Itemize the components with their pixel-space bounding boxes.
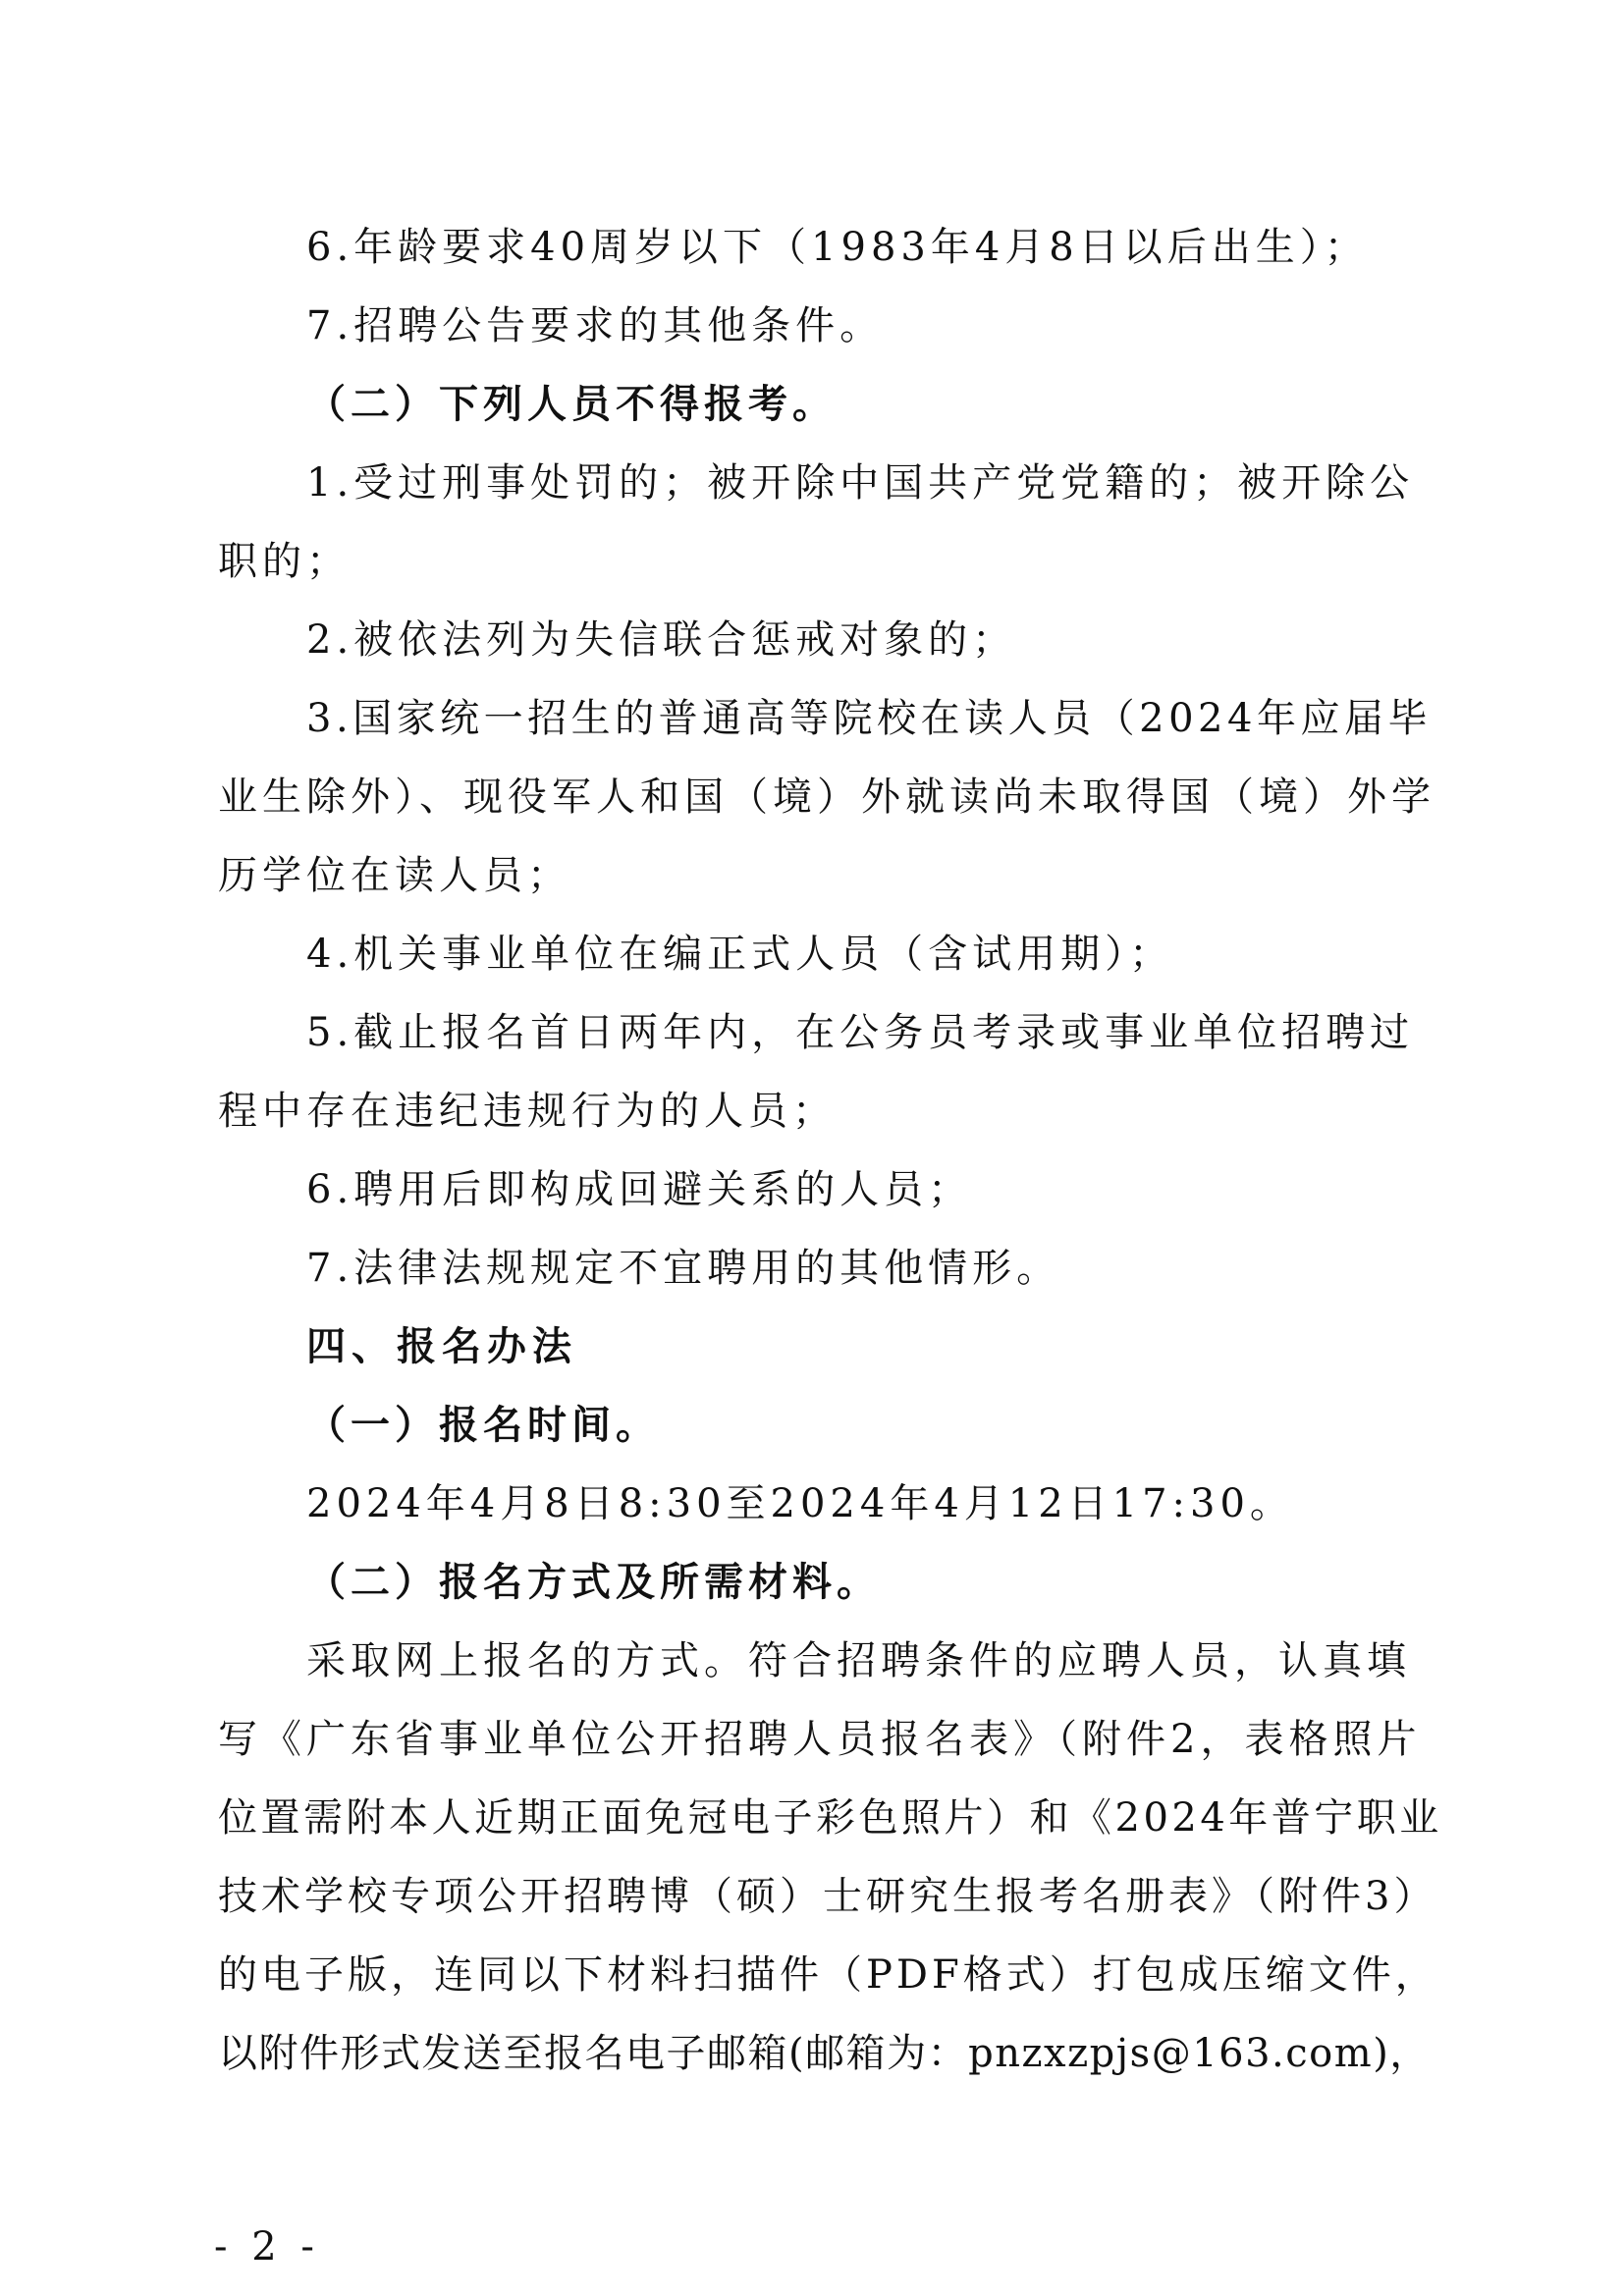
text-line: 程中存在违纪违规行为的人员； xyxy=(218,1089,837,1134)
text-line: 业生除外）、现役军人和国（境）外就读尚未取得国（境）外学 xyxy=(218,774,1435,820)
text-line: 2.被依法列为失信联合惩戒对象的； xyxy=(306,617,1017,663)
text-line: 6.聘用后即构成回避关系的人员； xyxy=(306,1167,973,1212)
text-line: 3.国家统一招生的普通高等院校在读人员（2024年应届毕 xyxy=(306,696,1432,741)
subheading: （一）报名时间。 xyxy=(306,1403,660,1448)
subheading: （二）下列人员不得报考。 xyxy=(306,382,837,427)
text-line: 位置需附本人近期正面免冠电子彩色照片）和《2024年普宁职业 xyxy=(218,1795,1442,1841)
text-line: 6.年龄要求40周岁以下（1983年4月8日以后出生）； xyxy=(306,225,1369,270)
text-line: 技术学校专项公开招聘博（硕）士研究生报考名册表》（附件3） xyxy=(218,1874,1437,1919)
text-line: 2024年4月8日8:30至2024年4月12日17:30。 xyxy=(306,1481,1294,1526)
text-line: 职的； xyxy=(218,539,351,584)
text-line: 5.截止报名首日两年内，在公务员考录或事业单位招聘过 xyxy=(306,1010,1415,1055)
section-heading: 四、报名办法 xyxy=(306,1324,577,1369)
text-line: 1.受过刑事处罚的；被开除中国共产党党籍的；被开除公 xyxy=(306,460,1415,506)
text-line: 7.招聘公告要求的其他条件。 xyxy=(306,303,885,348)
text-line: 采取网上报名的方式。符合招聘条件的应聘人员，认真填 xyxy=(306,1638,1411,1683)
text-line: 历学位在读人员； xyxy=(218,853,571,898)
text-line: 4.机关事业单位在编正式人员（含试用期）； xyxy=(306,932,1174,977)
text-line: 以附件形式发送至报名电子邮箱(邮箱为：pnzxzpjs@163.com)， xyxy=(218,2031,1431,2076)
subheading: （二）报名方式及所需材料。 xyxy=(306,1560,881,1605)
text-line: 的电子版，连同以下材料扫描件（PDF格式）打包成压缩文件， xyxy=(218,1952,1438,1998)
text-line: 写《广东省事业单位公开招聘人员报名表》（附件2，表格照片 xyxy=(218,1717,1422,1762)
text-line: 7.法律法规规定不宜聘用的其他情形。 xyxy=(306,1246,1061,1291)
page-number: - 2 - xyxy=(214,2224,320,2269)
